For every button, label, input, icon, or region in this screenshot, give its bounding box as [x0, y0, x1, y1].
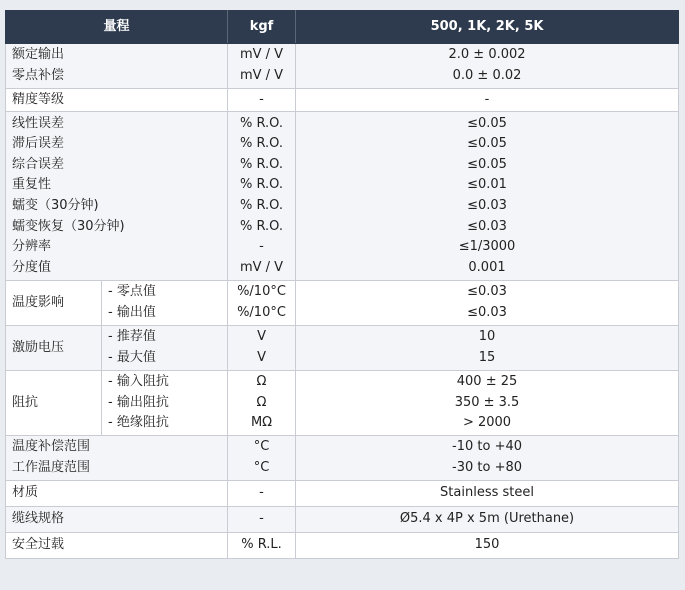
sub-param-output-resistance: - 输出阻抗 — [108, 394, 169, 410]
value-text: > 2000 — [462, 415, 512, 431]
value-text: ≤0.01 — [467, 177, 507, 193]
unit-text: Ω — [256, 374, 267, 390]
header-unit: kgf — [228, 11, 296, 44]
value-cell — [296, 281, 679, 326]
value-text: 400 ± 25 — [456, 374, 518, 390]
value-cell — [296, 436, 679, 481]
header-capacity: 500, 1K, 2K, 5K — [296, 11, 679, 44]
unit-text: °C — [253, 439, 270, 455]
unit-text: mV / V — [239, 47, 284, 63]
unit-cell — [228, 371, 296, 436]
sub-param-cell — [102, 371, 228, 436]
unit-text: mV / V — [239, 68, 284, 83]
unit-text: %/10°C — [237, 284, 286, 300]
value-text: 10 — [478, 329, 496, 345]
unit-text: % R.O. — [240, 218, 284, 234]
value-text: 150 — [296, 533, 679, 559]
param-accuracy-class: 精度等级 — [6, 89, 228, 112]
value-text: -30 to +80 — [452, 460, 522, 475]
value-text: ≤0.03 — [467, 305, 507, 320]
unit-text: % R.L. — [228, 533, 296, 559]
param-creep: 蠕变（30分钟) — [12, 198, 99, 213]
table-row — [6, 44, 679, 89]
table-header-row — [6, 11, 679, 44]
sub-param-zero: - 零点值 — [108, 284, 156, 300]
param-division: 分度值 — [12, 259, 52, 275]
unit-text: % R.O. — [240, 156, 284, 172]
unit-text: % R.O. — [240, 115, 284, 131]
value-text: ≤0.05 — [467, 136, 507, 152]
param-hysteresis: 滞后误差 — [12, 136, 65, 152]
unit-cell — [228, 44, 296, 89]
value-text: 15 — [478, 350, 496, 365]
value-text: 0.001 — [468, 259, 506, 275]
table-row — [6, 481, 679, 507]
param-cell — [6, 44, 228, 89]
value-cell — [296, 44, 679, 89]
value-text: 2.0 ± 0.002 — [448, 47, 526, 63]
value-text: ≤0.03 — [467, 198, 507, 213]
param-nonlinearity: 线性误差 — [12, 115, 65, 131]
unit-text: V — [257, 329, 266, 345]
unit-text: % R.O. — [240, 177, 284, 193]
sub-param-insulation-resistance: - 绝缘阻抗 — [108, 415, 169, 431]
unit-text: V — [257, 350, 266, 365]
sub-param-input-resistance: - 输入阻抗 — [108, 374, 169, 390]
value-text: ≤0.05 — [467, 115, 507, 131]
table-row — [6, 281, 679, 326]
param-repeatability: 重复性 — [12, 177, 52, 193]
value-text: Ø5.4 x 4P x 5m (Urethane) — [296, 507, 679, 533]
param-resistance: 阻抗 — [6, 371, 102, 436]
sub-param-recommended: - 推荐值 — [108, 329, 156, 345]
sub-param-cell — [102, 326, 228, 371]
value-cell — [296, 326, 679, 371]
value-text: ≤0.03 — [467, 218, 507, 234]
unit-text: °C — [253, 460, 270, 475]
value-text: ≤0.05 — [467, 156, 507, 172]
param-combined-error: 综合误差 — [12, 156, 65, 172]
sub-param-cell — [102, 281, 228, 326]
unit-text: % R.O. — [240, 198, 284, 213]
header-range: 量程 — [6, 11, 228, 44]
unit-text: % R.O. — [240, 136, 284, 152]
unit-cell — [228, 326, 296, 371]
unit-text: - — [259, 239, 264, 255]
param-zero-balance: 零点补偿 — [12, 68, 65, 83]
value-text: 0.0 ± 0.02 — [452, 68, 522, 83]
unit-cell — [228, 436, 296, 481]
unit-cell — [228, 281, 296, 326]
unit-text: - — [228, 481, 296, 507]
value-text: - — [296, 89, 679, 112]
param-rated-output: 额定输出 — [12, 47, 65, 63]
table-row — [6, 89, 679, 112]
param-resolution: 分辨率 — [12, 239, 52, 255]
param-compensated-temp: 温度补偿范围 — [12, 439, 91, 455]
unit-text: - — [228, 89, 296, 112]
param-creep-recovery: 蠕变恢复（30分钟) — [12, 218, 125, 234]
param-safe-overload: 安全过载 — [6, 533, 228, 559]
param-cell — [6, 436, 228, 481]
value-text: ≤1/3000 — [458, 239, 516, 255]
table-row — [6, 112, 679, 281]
param-cable: 缆线规格 — [6, 507, 228, 533]
param-operating-temp: 工作温度范围 — [12, 460, 91, 475]
value-text: -10 to +40 — [452, 439, 522, 455]
sub-param-output: - 输出值 — [108, 305, 156, 320]
unit-text: %/10°C — [237, 305, 286, 320]
sub-param-maximum: - 最大值 — [108, 350, 156, 365]
value-text: 350 ± 3.5 — [454, 394, 520, 410]
param-excitation: 激励电压 — [6, 326, 102, 371]
unit-text: MΩ — [250, 415, 273, 431]
spec-table — [5, 10, 679, 559]
unit-cell — [228, 112, 296, 281]
unit-text: - — [228, 507, 296, 533]
table-row — [6, 371, 679, 436]
value-text: ≤0.03 — [467, 284, 507, 300]
table-row — [6, 326, 679, 371]
table-row — [6, 436, 679, 481]
param-temperature-effect: 温度影响 — [6, 281, 102, 326]
param-material: 材质 — [6, 481, 228, 507]
table-row — [6, 507, 679, 533]
param-cell — [6, 112, 228, 281]
value-cell — [296, 112, 679, 281]
value-text: Stainless steel — [296, 481, 679, 507]
table-row — [6, 533, 679, 559]
unit-text: mV / V — [239, 259, 284, 275]
value-cell — [296, 371, 679, 436]
unit-text: Ω — [256, 394, 267, 410]
